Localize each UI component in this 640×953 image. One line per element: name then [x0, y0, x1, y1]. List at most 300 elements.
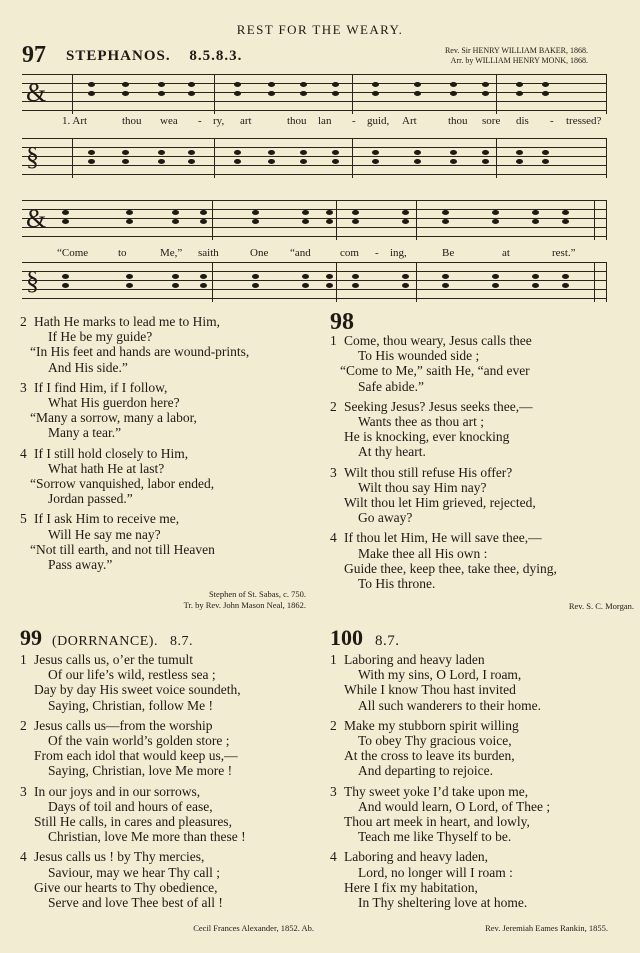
- verse-number: 2: [20, 314, 27, 329]
- verse-text: All such wanderers to their home.: [358, 697, 541, 713]
- lyric-syllable: -: [550, 115, 554, 127]
- verse-text: Guide thee, keep thee, take thee, dying,: [344, 560, 557, 576]
- verse-text: Will He say me nay?: [48, 526, 161, 542]
- hymn-99-meter: 8.7.: [169, 634, 193, 649]
- verse-line: [20, 461, 249, 476]
- hymn-100-attribution: Rev. Jeremiah Eames Rankin, 1855.: [485, 923, 608, 933]
- verse-line: [330, 849, 550, 864]
- note-head: [234, 91, 241, 96]
- note-head: [172, 283, 179, 288]
- verse-number: 3: [330, 783, 337, 799]
- hymn-99-number: 99: [20, 625, 42, 650]
- arrangement-credit: Arr. by WILLIAM HENRY MONK, 1868.: [450, 56, 588, 65]
- verse-text: If I ask Him to receive me,: [34, 511, 180, 527]
- verse-line: [20, 527, 249, 542]
- lyric-syllable: lan: [318, 115, 332, 127]
- verse-text: Saying, Christian, love Me more !: [48, 763, 233, 779]
- verse-line: [330, 495, 557, 510]
- verse-line: [330, 733, 550, 748]
- barline: [214, 74, 215, 114]
- verse-line: [330, 530, 557, 545]
- verse-number: 1: [330, 652, 337, 667]
- note-head: [332, 91, 339, 96]
- note-head: [492, 219, 499, 224]
- verse-line: [20, 542, 249, 557]
- note-head: [126, 274, 133, 279]
- note-head: [252, 283, 259, 288]
- verse-line: [330, 652, 550, 667]
- note-head: [158, 91, 165, 96]
- verse-line: [330, 763, 550, 778]
- lyric-syllable: at: [502, 247, 510, 259]
- verse-text: To His throne.: [358, 576, 436, 592]
- note-head: [332, 150, 339, 155]
- note-head: [516, 159, 523, 164]
- staff: [22, 200, 606, 240]
- verse-text: Jordan passed.”: [48, 491, 133, 507]
- barline: [496, 138, 497, 178]
- lyric-syllable: guid,: [367, 115, 390, 127]
- verse: [330, 530, 557, 591]
- verse-text: Laboring and heavy laden: [344, 652, 485, 667]
- verse-number: 3: [330, 464, 337, 480]
- running-head: REST FOR THE WEARY.: [236, 22, 404, 37]
- note-head: [252, 219, 259, 224]
- verse-text: If thou let Him, He will save thee,—: [344, 530, 542, 546]
- note-head: [482, 91, 489, 96]
- verse-text: Teach me like Thyself to be.: [358, 829, 512, 845]
- note-head: [62, 274, 69, 279]
- note-head: [492, 210, 499, 215]
- hymn-97-verses: [20, 314, 249, 577]
- verse-line: [330, 748, 550, 763]
- verse-line: [20, 360, 249, 375]
- verse-text: Saying, Christian, follow Me !: [48, 697, 213, 713]
- verse-line: [330, 784, 550, 799]
- verse-line: [330, 444, 557, 459]
- hymn-99-header: [20, 625, 193, 651]
- verse-text: In Thy sheltering love at home.: [358, 895, 528, 911]
- verse-text: Still He calls, in cares and pleasures,: [34, 814, 232, 830]
- verse-line: [330, 576, 557, 591]
- verse-text: Seeking Jesus? Jesus seeks thee,—: [344, 398, 533, 414]
- verse-line: [20, 380, 249, 395]
- note-head: [414, 150, 421, 155]
- note-head: [352, 210, 359, 215]
- barline: [606, 200, 607, 240]
- verse-text: Hath He marks to lead me to Him,: [34, 314, 220, 329]
- lyric-syllable: thou: [287, 115, 307, 127]
- hymn-98-number: 98: [330, 309, 354, 335]
- hymn-99-verses: [20, 652, 246, 915]
- note-head: [88, 150, 95, 155]
- note-head: [200, 283, 207, 288]
- verse-line: [330, 865, 550, 880]
- note-head: [300, 150, 307, 155]
- note-head: [482, 82, 489, 87]
- bass-clef-icon: &: [26, 78, 47, 107]
- lyric-syllable: art: [240, 115, 252, 127]
- verse-text: And departing to rejoice.: [358, 763, 493, 779]
- verse-text: Jesus calls us, o’er the tumult: [34, 652, 193, 667]
- lyric-syllable: sore: [482, 115, 501, 127]
- verse-text: Make thee all His own :: [358, 545, 488, 561]
- hymn-100-header: [330, 625, 400, 651]
- hymn-98-attribution: Rev. S. C. Morgan.: [568, 601, 634, 611]
- verse-text: Jesus calls us ! by Thy mercies,: [34, 849, 205, 865]
- hymn-100-meter: 8.7.: [375, 633, 400, 649]
- note-head: [88, 159, 95, 164]
- verse-text: At thy heart.: [358, 444, 426, 460]
- note-head: [542, 91, 549, 96]
- note-head: [516, 150, 523, 155]
- note-head: [326, 274, 333, 279]
- note-head: [268, 91, 275, 96]
- verse-text: If I find Him, if I follow,: [34, 379, 168, 395]
- note-head: [442, 274, 449, 279]
- verse-text: What hath He at last?: [48, 460, 165, 476]
- barline: [72, 74, 73, 114]
- note-head: [326, 210, 333, 215]
- note-head: [442, 283, 449, 288]
- verse-text: With my sins, O Lord, I roam,: [358, 667, 522, 683]
- barline: [212, 200, 213, 240]
- verse-line: [20, 829, 246, 844]
- bass-clef-icon: §: [26, 142, 39, 171]
- note-head: [268, 159, 275, 164]
- verse-line: [20, 799, 246, 814]
- note-head: [516, 91, 523, 96]
- verse: [330, 718, 550, 779]
- note-head: [532, 219, 539, 224]
- barline: [336, 262, 337, 302]
- barline: [606, 138, 607, 178]
- note-head: [302, 219, 309, 224]
- verse-line: [20, 895, 246, 910]
- verse-line: [20, 784, 246, 799]
- hymn-99-attribution: Cecil Frances Alexander, 1852. Ab.: [193, 923, 314, 933]
- note-head: [302, 210, 309, 215]
- verse: [330, 399, 557, 460]
- verse-line: [330, 465, 557, 480]
- verse-number: 2: [20, 717, 27, 733]
- lyric-syllable: One: [250, 247, 269, 259]
- verse-line: [20, 880, 246, 895]
- verse-text: Safe abide.”: [358, 378, 424, 394]
- verse-line: [20, 652, 246, 667]
- words-credit: Rev. Sir HENRY WILLIAM BAKER, 1868.: [444, 46, 588, 55]
- note-head: [126, 210, 133, 215]
- lyric-syllable: -: [198, 115, 202, 127]
- verse-text: Wilt thou let Him grieved, rejected,: [344, 495, 536, 511]
- note-head: [300, 159, 307, 164]
- verse-line: [20, 814, 246, 829]
- lyric-syllable: thou: [448, 115, 468, 127]
- verse-line: [20, 682, 246, 697]
- verse-text: Days of toil and hours of ease,: [48, 798, 213, 814]
- note-head: [352, 274, 359, 279]
- lyric-syllable: Me,”: [160, 247, 183, 259]
- note-head: [300, 91, 307, 96]
- barline: [594, 262, 595, 302]
- barline: [416, 262, 417, 302]
- verse-line: [330, 414, 557, 429]
- verse-line: [20, 425, 249, 440]
- verse: [330, 652, 550, 713]
- verse: [20, 784, 246, 845]
- verse-text: Wilt thou say Him nay?: [358, 479, 487, 495]
- verse-number: 2: [330, 717, 337, 733]
- lyric-syllable: Art: [402, 115, 417, 127]
- note-head: [372, 150, 379, 155]
- verse-number: 3: [20, 379, 27, 395]
- verse-line: [330, 379, 557, 394]
- note-head: [562, 283, 569, 288]
- lyric-syllable: “Come: [57, 247, 89, 259]
- note-head: [326, 283, 333, 288]
- verse-line: [330, 333, 557, 348]
- verse-text: And would learn, O Lord, of Thee ;: [358, 798, 551, 814]
- note-head: [126, 219, 133, 224]
- lyric-syllable: ing,: [390, 247, 407, 259]
- note-head: [234, 159, 241, 164]
- verse-text: While I know Thou hast invited: [344, 682, 516, 698]
- verse-text: To obey Thy gracious voice,: [358, 733, 512, 749]
- verse-text: Give our hearts to Thy obedience,: [34, 879, 218, 895]
- verse-text: Christian, love Me more than these !: [48, 829, 246, 845]
- verse-line: [20, 667, 246, 682]
- verse-line: [20, 344, 249, 359]
- hymn-97-number: 97: [22, 42, 46, 68]
- note-head: [492, 283, 499, 288]
- verse-number: 4: [330, 530, 337, 546]
- tune-name: STEPHANOS.: [66, 48, 171, 64]
- verse-line: [330, 814, 550, 829]
- verse-text: If He be my guide?: [48, 329, 153, 345]
- attribution-line: Stephen of St. Sabas, c. 750.: [208, 589, 306, 599]
- bass-clef-icon: §: [26, 266, 39, 295]
- lyric-syllable: ry,: [213, 115, 225, 127]
- barline: [352, 74, 353, 114]
- lyric-syllable: thou: [122, 115, 142, 127]
- verse-number: 4: [20, 849, 27, 865]
- tune-meter: 8.5.8.3.: [189, 48, 243, 64]
- note-head: [532, 283, 539, 288]
- verse-text: Laboring and heavy laden,: [344, 849, 488, 865]
- verse-line: [330, 561, 557, 576]
- lyric-syllable: “and: [290, 247, 311, 259]
- attribution-line: Tr. by Rev. John Mason Neal, 1862.: [183, 600, 306, 610]
- barline: [594, 200, 595, 240]
- verse-text: Wants thee as thou art ;: [358, 414, 485, 430]
- verse-text: From each idol that would keep us,—: [34, 748, 238, 764]
- verse-line: [330, 667, 550, 682]
- verse-number: 4: [20, 445, 27, 461]
- verse-line: [20, 410, 249, 425]
- verse-line: [330, 895, 550, 910]
- verse-text: He is knocking, ever knocking: [344, 429, 510, 445]
- lyric-syllable: to: [118, 247, 127, 259]
- note-head: [402, 210, 409, 215]
- verse-line: [20, 557, 249, 572]
- verse: [20, 511, 249, 572]
- lyric-syllable: rest.”: [552, 247, 576, 259]
- barline: [72, 138, 73, 178]
- lyric-syllable: Be: [442, 247, 455, 259]
- note-head: [62, 283, 69, 288]
- verse-text: Serve and love Thee best of all !: [48, 895, 223, 911]
- verse-line: [330, 510, 557, 525]
- note-head: [172, 219, 179, 224]
- verse-line: [20, 698, 246, 713]
- verse-text: In our joys and in our sorrows,: [34, 783, 201, 799]
- note-head: [562, 210, 569, 215]
- note-head: [562, 274, 569, 279]
- note-head: [542, 159, 549, 164]
- verse-line: [20, 865, 246, 880]
- verse: [330, 333, 557, 394]
- barline: [352, 138, 353, 178]
- verse-text: “Sorrow vanquished, labor ended,: [30, 476, 215, 492]
- note-head: [402, 219, 409, 224]
- barline: [496, 74, 497, 114]
- staff: [22, 138, 606, 178]
- lyric-syllable: 1. Art: [62, 115, 88, 127]
- note-head: [302, 283, 309, 288]
- verse: [330, 465, 557, 526]
- barline: [214, 138, 215, 178]
- note-head: [252, 210, 259, 215]
- note-head: [300, 82, 307, 87]
- note-head: [542, 150, 549, 155]
- lyric-syllable: wea: [160, 115, 178, 127]
- note-head: [122, 91, 129, 96]
- note-head: [188, 82, 195, 87]
- note-head: [372, 82, 379, 87]
- note-head: [562, 219, 569, 224]
- note-head: [268, 150, 275, 155]
- note-head: [234, 82, 241, 87]
- verse-text: And His side.”: [48, 359, 128, 375]
- verse-line: [330, 399, 557, 414]
- note-head: [352, 219, 359, 224]
- note-head: [450, 91, 457, 96]
- verse-text: “In His feet and hands are wound-prints,: [30, 344, 250, 360]
- note-head: [442, 210, 449, 215]
- verse-text: Come, thou weary, Jesus calls thee: [344, 333, 532, 348]
- note-head: [402, 283, 409, 288]
- barline: [212, 262, 213, 302]
- note-head: [532, 210, 539, 215]
- lyric-syllable: -: [375, 247, 379, 259]
- note-head: [332, 159, 339, 164]
- note-head: [326, 219, 333, 224]
- verse-line: [330, 880, 550, 895]
- note-head: [402, 274, 409, 279]
- note-head: [542, 82, 549, 87]
- note-head: [172, 210, 179, 215]
- verse-number: 1: [20, 652, 27, 667]
- note-head: [482, 159, 489, 164]
- verse-line: [330, 363, 557, 378]
- verse-text: “Many a sorrow, many a labor,: [30, 410, 197, 426]
- note-head: [414, 91, 421, 96]
- note-head: [172, 274, 179, 279]
- note-head: [158, 150, 165, 155]
- note-head: [352, 283, 359, 288]
- verse-text: Many a tear.”: [48, 425, 122, 441]
- note-head: [188, 91, 195, 96]
- note-head: [332, 82, 339, 87]
- verse: [330, 849, 550, 910]
- verse-text: Jesus calls us—from the worship: [34, 717, 213, 733]
- verse-line: [20, 849, 246, 864]
- verse-text: Here I fix my habitation,: [344, 879, 478, 895]
- note-head: [62, 210, 69, 215]
- verse-line: [330, 799, 550, 814]
- verse-number: 1: [330, 333, 337, 348]
- barline: [606, 262, 607, 302]
- hymn-98-header: [330, 309, 354, 336]
- note-head: [532, 274, 539, 279]
- note-head: [516, 82, 523, 87]
- hymn-99-tune: (DORRNANCE).: [52, 634, 158, 649]
- note-head: [62, 219, 69, 224]
- verse-number: 2: [330, 398, 337, 414]
- note-head: [122, 150, 129, 155]
- verse-text: Wilt thou still refuse His offer?: [344, 464, 513, 480]
- note-head: [450, 159, 457, 164]
- note-head: [450, 150, 457, 155]
- note-head: [482, 150, 489, 155]
- hymn-98-verses: [330, 333, 557, 596]
- hymn-100-verses: [330, 652, 550, 915]
- verse-line: [330, 429, 557, 444]
- note-head: [158, 159, 165, 164]
- hymn-97-tune-title: [66, 48, 242, 65]
- verse: [330, 784, 550, 845]
- verse-line: [20, 763, 246, 778]
- note-head: [200, 210, 207, 215]
- lyric-syllable: saith: [198, 247, 219, 259]
- bass-clef-icon: &: [26, 204, 47, 233]
- verse-text: Thy sweet yoke I’d take upon me,: [344, 783, 529, 799]
- verse-line: [20, 446, 249, 461]
- verse-line: [20, 748, 246, 763]
- verse-line: [330, 718, 550, 733]
- verse-line: [330, 546, 557, 561]
- verse-text: Go away?: [358, 510, 413, 526]
- verse-line: [330, 682, 550, 697]
- note-head: [372, 159, 379, 164]
- note-head: [268, 82, 275, 87]
- note-head: [200, 219, 207, 224]
- verse: [20, 718, 246, 779]
- note-head: [414, 159, 421, 164]
- music-credits: [445, 46, 588, 66]
- verse-text: Make my stubborn spirit willing: [344, 717, 519, 733]
- note-head: [492, 274, 499, 279]
- verse-line: [330, 829, 550, 844]
- note-head: [158, 82, 165, 87]
- verse-text: Pass away.”: [48, 557, 113, 573]
- note-head: [450, 82, 457, 87]
- verse-line: [20, 329, 249, 344]
- verse-text: Day by day His sweet voice soundeth,: [34, 682, 241, 698]
- verse-line: [330, 480, 557, 495]
- barline: [416, 200, 417, 240]
- note-head: [372, 91, 379, 96]
